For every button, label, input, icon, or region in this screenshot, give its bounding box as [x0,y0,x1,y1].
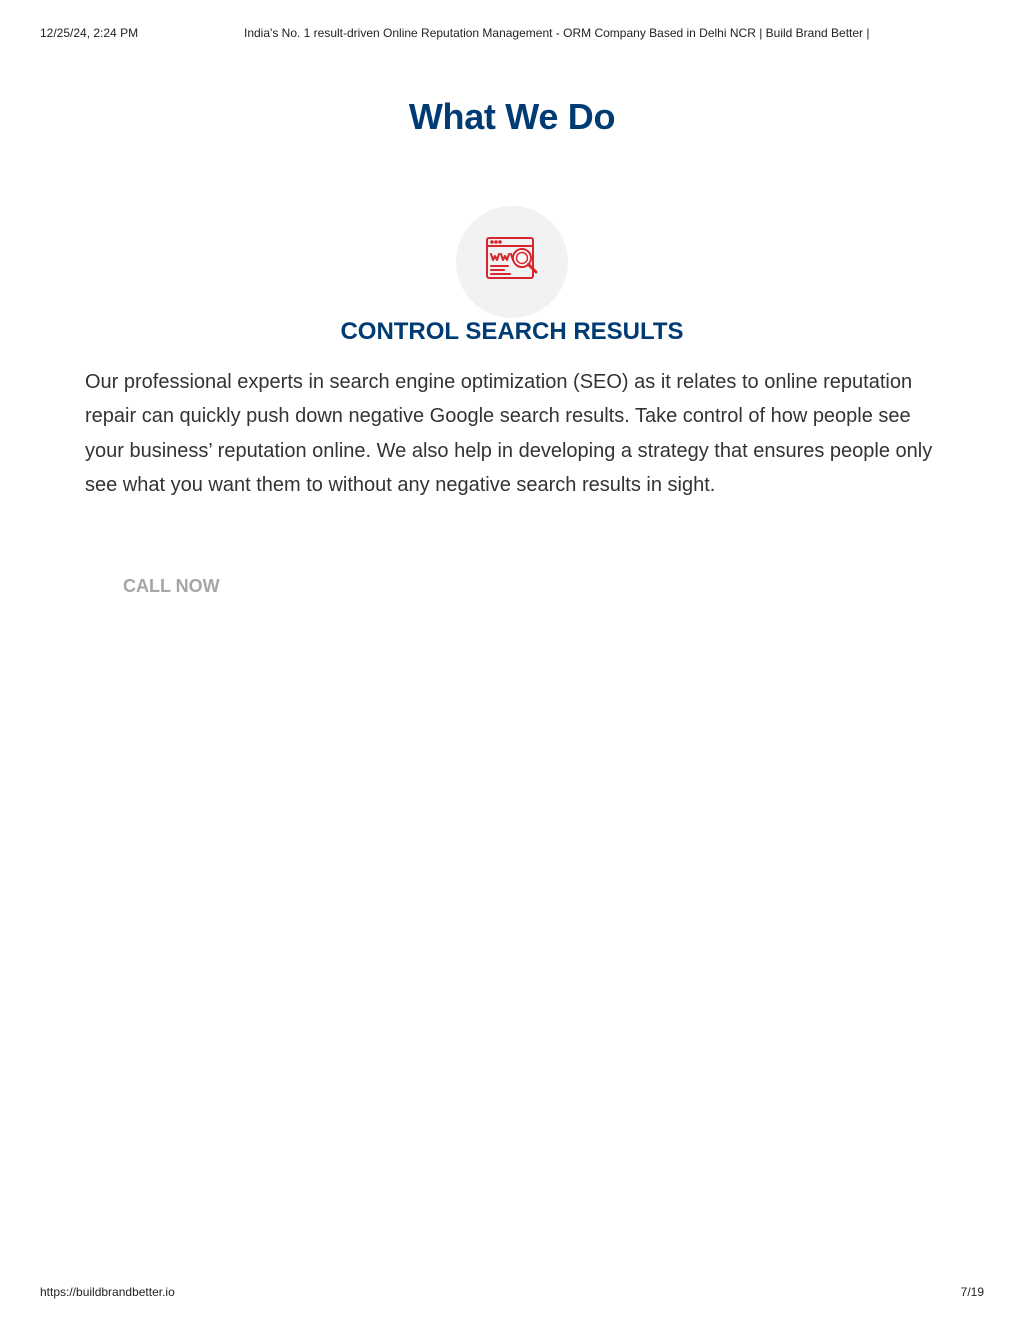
print-document-title: India's No. 1 result-driven Online Reputation Management - ORM Company Based in Delhi NCR | Build Brand Better | [244,26,870,40]
service-heading: CONTROL SEARCH RESULTS [340,318,684,345]
service-icon-circle [456,206,568,318]
section-title: What We Do [408,96,616,137]
www-search-icon [484,234,540,290]
page-number: 7/19 [960,1285,984,1299]
print-url: https://buildbrandbetter.io [40,1285,175,1299]
service-description: Our professional experts in search engine optimization (SEO) as it relates to online reputation repair can quickly push down negative Google search results. Take control of how people see your business’ reputation online. We also help in developing a strategy that ensures people only see what you want them to without any negative search results in sight. [85,371,933,496]
call-now-button[interactable]: CALL NOW [123,576,220,596]
print-header [0,26,1024,42]
print-footer [0,1285,1024,1301]
print-date: 12/25/24, 2:24 PM [40,26,139,40]
